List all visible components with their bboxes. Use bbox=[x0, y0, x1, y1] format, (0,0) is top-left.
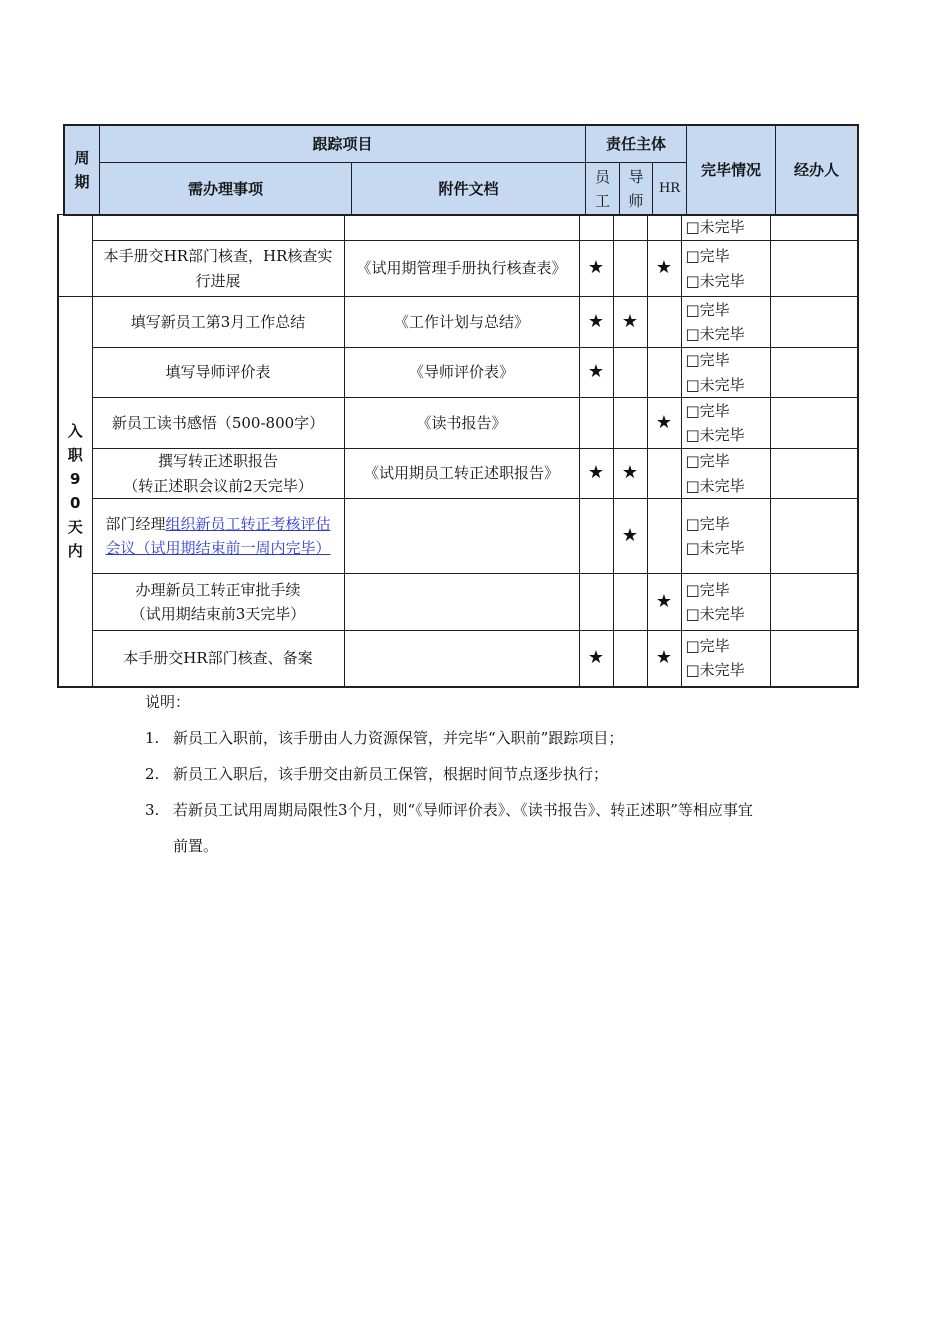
task-cell bbox=[92, 215, 344, 241]
table-row bbox=[58, 241, 858, 297]
note-number: 2. bbox=[145, 765, 160, 783]
checkbox-done[interactable]: □完毕 bbox=[685, 351, 730, 369]
attachment-cell bbox=[344, 631, 579, 687]
employee-star: ★ bbox=[579, 449, 613, 499]
employee-star bbox=[579, 398, 613, 449]
hr-star: ★ bbox=[647, 574, 681, 631]
task-line: 撰写转正述职报告 bbox=[157, 452, 278, 470]
header-employee bbox=[586, 163, 620, 215]
table-row bbox=[58, 398, 858, 449]
tracking-table-body bbox=[57, 214, 859, 688]
checkbox-not-done[interactable]: □未完毕 bbox=[685, 325, 745, 343]
checkbox-not-done[interactable]: □未完毕 bbox=[685, 476, 745, 495]
mentor-star bbox=[613, 398, 647, 449]
table-row bbox=[58, 499, 858, 574]
attachment-cell: 《导师评价表》 bbox=[344, 348, 579, 398]
hr-star bbox=[647, 215, 681, 241]
notes-title: 说明： bbox=[145, 693, 191, 711]
attachment-cell: 《试用期管理手册执行核查表》 bbox=[344, 241, 579, 297]
handler-cell bbox=[770, 631, 858, 687]
completion-status bbox=[681, 398, 770, 449]
hr-star bbox=[647, 449, 681, 499]
mentor-star bbox=[613, 241, 647, 297]
checkbox-done[interactable]: □完毕 bbox=[685, 247, 730, 265]
handler-cell bbox=[770, 241, 858, 297]
notes-section bbox=[145, 690, 843, 858]
header-tracking: 跟踪项目 bbox=[100, 126, 586, 163]
attachment-cell: 《试用期员工转正述职报告》 bbox=[344, 449, 579, 499]
employee-star: ★ bbox=[579, 631, 613, 687]
checkbox-done[interactable]: □完毕 bbox=[685, 452, 730, 470]
checkbox-not-done[interactable]: □未完毕 bbox=[685, 605, 745, 623]
employee-star bbox=[579, 499, 613, 574]
completion-status bbox=[681, 215, 770, 241]
task-cell bbox=[92, 449, 344, 499]
completion-status bbox=[681, 348, 770, 398]
completion-status bbox=[681, 241, 770, 297]
header-task: 需办理事项 bbox=[100, 163, 352, 215]
checkbox-not-done[interactable]: □未完毕 bbox=[685, 375, 745, 394]
mentor-star: ★ bbox=[613, 297, 647, 348]
hr-star bbox=[647, 348, 681, 398]
checkbox-not-done[interactable]: □未完毕 bbox=[685, 218, 745, 237]
hr-star: ★ bbox=[647, 631, 681, 687]
checkbox-done[interactable]: □完毕 bbox=[685, 514, 730, 533]
employee-star: ★ bbox=[579, 297, 613, 348]
completion-status bbox=[681, 297, 770, 348]
period-label: 入职90天内 bbox=[67, 422, 83, 561]
completion-status bbox=[681, 574, 770, 631]
header-hr: HR bbox=[653, 163, 687, 215]
handler-cell bbox=[770, 449, 858, 499]
header-employee-text: 员工 bbox=[595, 167, 611, 210]
hr-star bbox=[647, 297, 681, 348]
task-cell: 本手册交HR部门核查、备案 bbox=[92, 631, 344, 687]
employee-star bbox=[579, 574, 613, 631]
mentor-star bbox=[613, 631, 647, 687]
attachment-cell bbox=[344, 215, 579, 241]
hr-star bbox=[647, 499, 681, 574]
handler-cell bbox=[770, 297, 858, 348]
table-row bbox=[58, 215, 858, 241]
header-handler: 经办人 bbox=[776, 126, 858, 215]
attachment-cell bbox=[344, 499, 579, 574]
task-cell: 填写导师评价表 bbox=[92, 348, 344, 398]
note-item bbox=[145, 762, 843, 786]
checkbox-done[interactable]: □完毕 bbox=[685, 401, 730, 420]
checkbox-done[interactable]: □完毕 bbox=[685, 580, 730, 599]
completion-status bbox=[681, 499, 770, 574]
note-number: 1. bbox=[145, 729, 160, 747]
task-link[interactable]: 组织新员工转正考核评估会议（试用期结束前一周内完毕） bbox=[105, 514, 331, 557]
header-attachment: 附件文档 bbox=[352, 163, 586, 215]
note-item bbox=[145, 798, 843, 822]
header-period bbox=[65, 126, 100, 215]
task-cell bbox=[92, 574, 344, 631]
header-completion: 完毕情况 bbox=[687, 126, 776, 215]
header-period-text: 周期 bbox=[74, 149, 90, 191]
employee-star bbox=[579, 215, 613, 241]
task-line: 办理新员工转正审批手续 bbox=[135, 580, 301, 599]
employee-star: ★ bbox=[579, 241, 613, 297]
note-text: 若新员工试用周期局限性3个月，则“《导师评价表》、《读书报告》、转正述职”等相应事宜 bbox=[173, 801, 753, 819]
table-row bbox=[58, 574, 858, 631]
attachment-cell bbox=[344, 574, 579, 631]
handler-cell bbox=[770, 499, 858, 574]
header-mentor bbox=[620, 163, 653, 215]
checkbox-not-done[interactable]: □未完毕 bbox=[685, 661, 745, 680]
task-cell: 本手册交HR部门核查，HR核查实行进展 bbox=[92, 241, 344, 297]
handler-cell bbox=[770, 215, 858, 241]
note-item bbox=[145, 726, 843, 750]
table-row bbox=[58, 631, 858, 687]
note-text: 新员工入职前，该手册由人力资源保管，并完毕“入职前”跟踪项目； bbox=[173, 729, 624, 747]
task-cell bbox=[92, 499, 344, 574]
note-continuation: 前置。 bbox=[173, 837, 219, 855]
completion-status bbox=[681, 449, 770, 499]
attachment-cell: 《工作计划与总结》 bbox=[344, 297, 579, 348]
table-row bbox=[58, 297, 858, 348]
checkbox-done[interactable]: □完毕 bbox=[685, 636, 730, 655]
attachment-cell: 《读书报告》 bbox=[344, 398, 579, 449]
mentor-star bbox=[613, 215, 647, 241]
handler-cell bbox=[770, 398, 858, 449]
note-number: 3. bbox=[145, 801, 160, 819]
checkbox-done[interactable]: □完毕 bbox=[685, 300, 730, 319]
handler-cell bbox=[770, 348, 858, 398]
header-mentor-text: 导师 bbox=[628, 167, 644, 210]
tracking-table-header bbox=[64, 125, 858, 215]
hr-star: ★ bbox=[647, 241, 681, 297]
task-text: 部门经理 bbox=[105, 514, 166, 533]
hr-star: ★ bbox=[647, 398, 681, 449]
period-cell-90-days bbox=[58, 297, 92, 687]
task-line: （转正述职会议前2天完毕） bbox=[123, 476, 313, 495]
checkbox-not-done[interactable]: □未完毕 bbox=[685, 271, 745, 290]
mentor-star bbox=[613, 348, 647, 398]
mentor-star bbox=[613, 574, 647, 631]
note-text: 新员工入职后，该手册交由新员工保管，根据时间节点逐步执行； bbox=[173, 765, 609, 783]
completion-status bbox=[681, 631, 770, 687]
table-row bbox=[58, 348, 858, 398]
checkbox-not-done[interactable]: □未完毕 bbox=[685, 539, 745, 557]
task-line: （试用期结束前3天完毕） bbox=[130, 605, 306, 623]
table-row bbox=[58, 449, 858, 499]
employee-star: ★ bbox=[579, 348, 613, 398]
period-cell-previous bbox=[58, 215, 92, 297]
task-cell: 新员工读书感悟（500-800字） bbox=[92, 398, 344, 449]
mentor-star: ★ bbox=[613, 449, 647, 499]
task-cell: 填写新员工第3月工作总结 bbox=[92, 297, 344, 348]
mentor-star: ★ bbox=[613, 499, 647, 574]
header-responsible: 责任主体 bbox=[586, 126, 687, 163]
checkbox-not-done[interactable]: □未完毕 bbox=[685, 426, 745, 444]
handler-cell bbox=[770, 574, 858, 631]
